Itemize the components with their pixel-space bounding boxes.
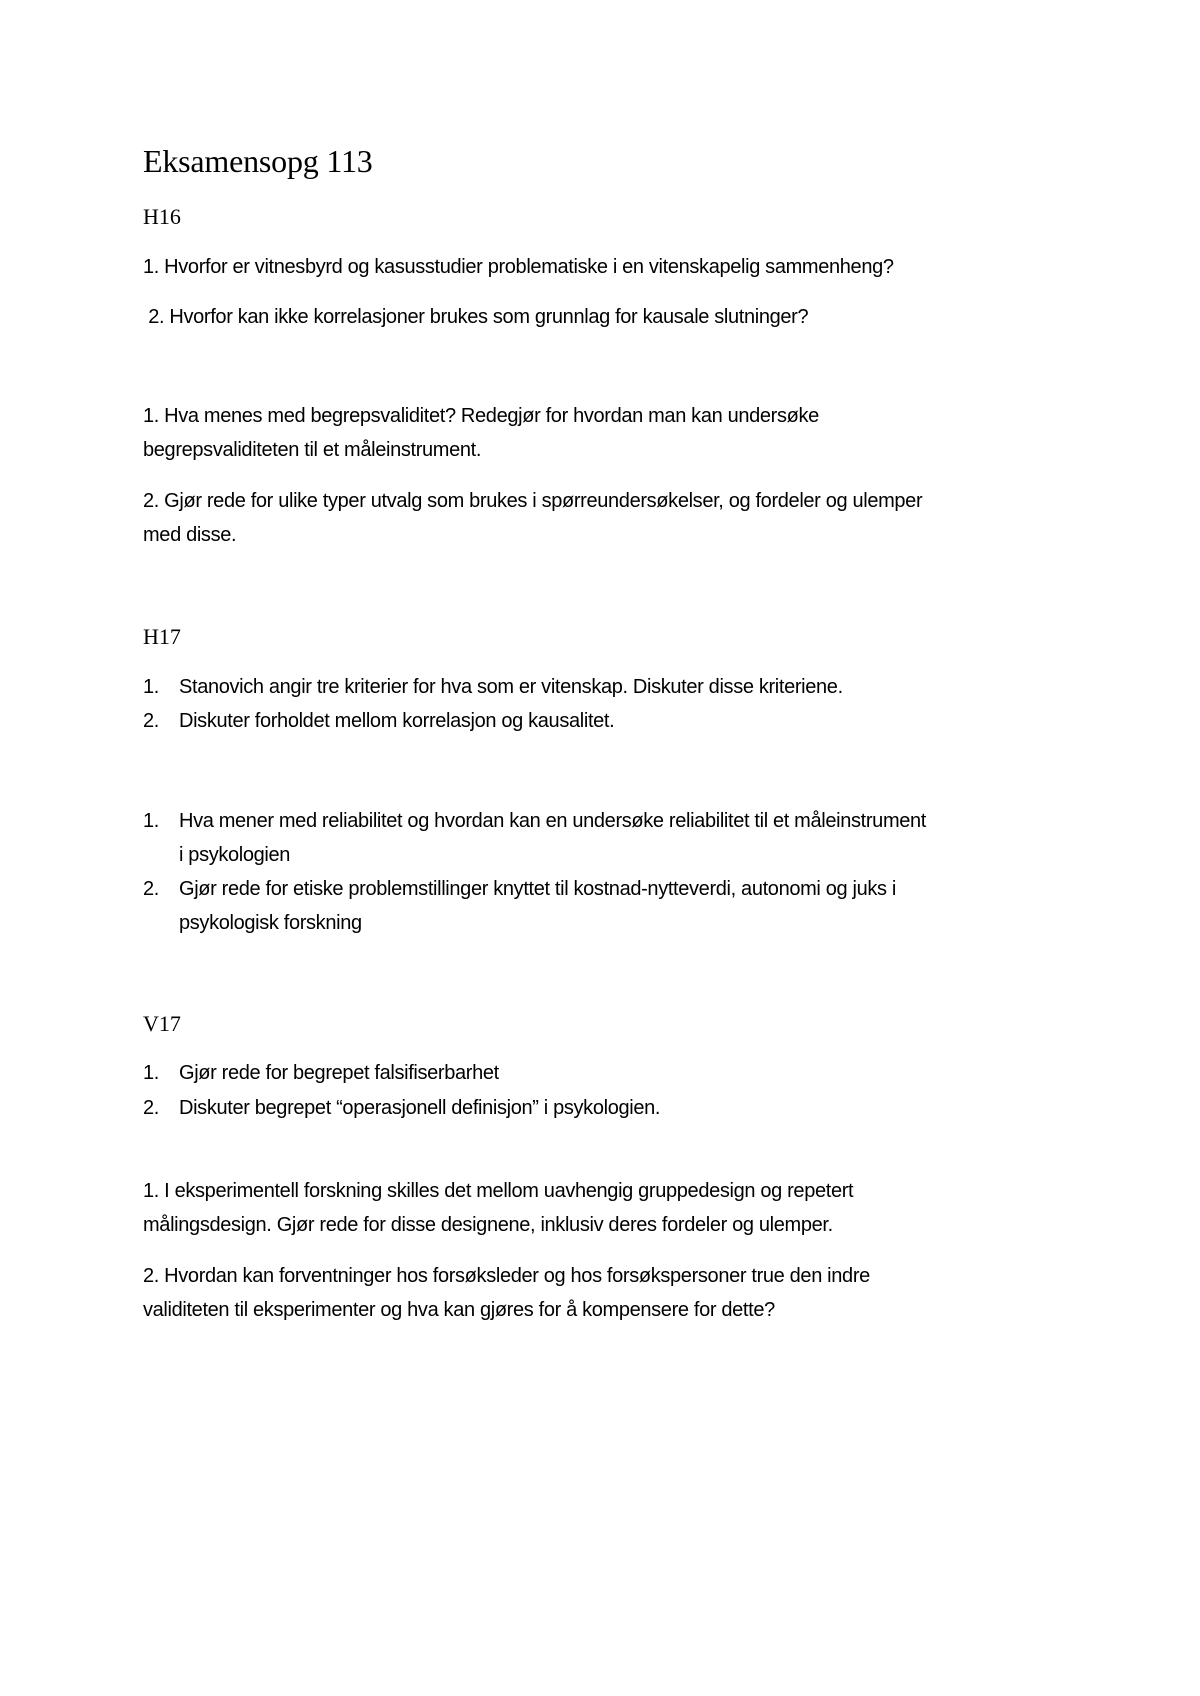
list-number: 1. xyxy=(143,676,159,698)
list-item xyxy=(143,1056,499,1090)
question-h16-b1-line1: 1. Hva menes med begrepsvaliditet? Redegjør for hvordan man kan undersøke xyxy=(143,405,819,427)
question-v17-b1-line1: 1. I eksperimentell forskning skilles det mellom uavhengig gruppedesign og repetert xyxy=(143,1180,854,1202)
question-h16-b2-line1: 2. Gjør rede for ulike typer utvalg som brukes i spørreundersøkelser, og fordeler og ulemper xyxy=(143,490,923,512)
question-v17-b2-line2: validiteten til eksperimenter og hva kan gjøres for å kompensere for dette? xyxy=(143,1299,775,1321)
question-v17-b2-line1: 2. Hvordan kan forventninger hos forsøksleder og hos forsøkspersoner true den indre xyxy=(143,1265,870,1287)
section-heading-v17: V17 xyxy=(143,1011,181,1036)
list-item xyxy=(143,704,614,738)
list-item-continuation: i psykologien xyxy=(179,844,291,866)
list-item xyxy=(143,1091,660,1125)
document-title: Eksamensopg 113 xyxy=(143,143,373,179)
section-heading-h16: H16 xyxy=(143,204,181,229)
list-item-continuation: psykologisk forskning xyxy=(179,912,362,934)
question-h16-a1: 1. Hvorfor er vitnesbyrd og kasusstudier problematiske i en vitenskapelig sammenheng? xyxy=(143,256,894,278)
list-text: Diskuter begrepet “operasjonell definisjon” i psykologien. xyxy=(179,1097,661,1119)
list-number: 2. xyxy=(143,878,159,900)
list-number: 2. xyxy=(143,710,159,732)
list-item xyxy=(143,670,843,704)
list-item xyxy=(143,804,926,838)
list-text: Gjør rede for etiske problemstillinger knyttet til kostnad-nytteverdi, autonomi og juks i xyxy=(179,878,896,900)
question-h16-a2: 2. Hvorfor kan ikke korrelasjoner brukes som grunnlag for kausale slutninger? xyxy=(143,306,809,328)
list-number: 1. xyxy=(143,810,159,832)
list-number: 1. xyxy=(143,1062,159,1084)
list-text: Diskuter forholdet mellom korrelasjon og kausalitet. xyxy=(179,710,615,732)
list-text: Stanovich angir tre kriterier for hva som er vitenskap. Diskuter disse kriteriene. xyxy=(179,676,843,698)
question-h16-b2-line2: med disse. xyxy=(143,524,237,546)
list-number: 2. xyxy=(143,1097,159,1119)
question-v17-b1-line2: målingsdesign. Gjør rede for disse designene, inklusiv deres fordeler og ulemper. xyxy=(143,1214,833,1236)
list-text: Hva mener med reliabilitet og hvordan kan en undersøke reliabilitet til et måleinstrument xyxy=(179,810,927,832)
list-text: Gjør rede for begrepet falsifiserbarhet xyxy=(179,1062,499,1084)
question-h16-b1-line2: begrepsvaliditeten til et måleinstrument. xyxy=(143,439,482,461)
section-heading-h17: H17 xyxy=(143,624,181,649)
list-item xyxy=(143,872,896,906)
